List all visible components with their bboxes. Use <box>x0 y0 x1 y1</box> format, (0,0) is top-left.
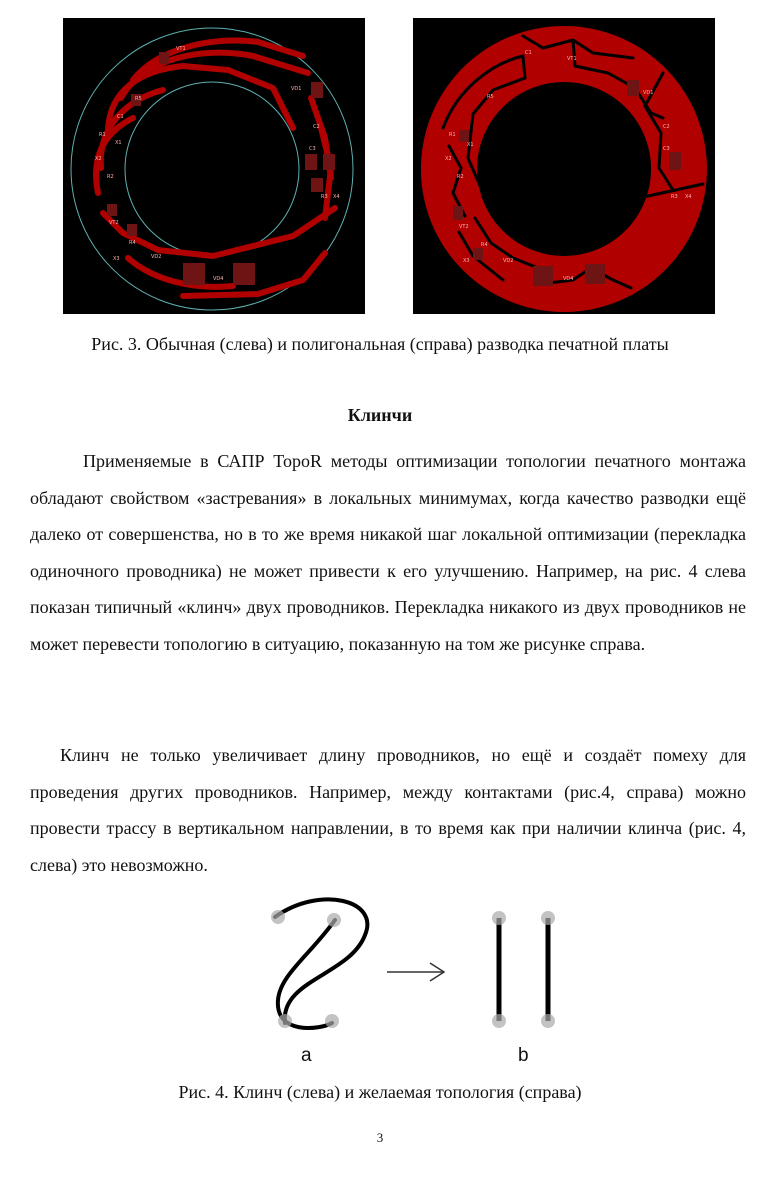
label-r1: R1 <box>99 132 106 138</box>
label-r4: R4 <box>129 240 136 246</box>
label-vd2: VD2 <box>503 258 514 264</box>
clinch-diagram <box>240 895 570 1045</box>
label-r3: R3 <box>321 194 328 200</box>
desired-topology-b <box>492 911 555 1028</box>
figure4-caption: Рис. 4. Клинч (слева) и желаемая топология (справа) <box>178 1082 582 1102</box>
wire-outer <box>275 899 367 1023</box>
label-x4: X4 <box>333 194 340 200</box>
pcb-polygonal-routing <box>413 18 715 314</box>
pad-b-bottom-right <box>541 1014 555 1028</box>
label-r5: R5 <box>135 96 142 102</box>
pad-a-top-left <box>271 910 285 924</box>
label-vt1: VT1 <box>567 56 577 62</box>
page-number: 3 <box>376 1130 384 1145</box>
copper-polygon <box>421 26 707 312</box>
label-x1: X1 <box>115 140 122 146</box>
figure3-caption: Рис. 3. Обычная (слева) и полигональная (справа) разводка печатной платы <box>91 334 669 354</box>
transform-arrow <box>387 963 444 981</box>
label-vt1: VT1 <box>176 46 186 52</box>
board-inner-edge <box>125 82 302 256</box>
label-x3: X3 <box>463 258 470 264</box>
pad-a-bottom-left <box>278 1014 292 1028</box>
pcb-polygonal-svg <box>413 18 715 314</box>
pcb-ordinary-routing <box>63 18 365 314</box>
label-r5: R5 <box>487 94 494 100</box>
label-c2: C2 <box>313 124 320 130</box>
label-r3: R3 <box>671 194 678 200</box>
label-vd1: VD1 <box>643 90 654 96</box>
figure4-label-b: b <box>518 1045 529 1066</box>
label-vd4: VD4 <box>213 276 224 282</box>
label-vd2: VD2 <box>151 254 162 260</box>
figure4-label-a: a <box>301 1045 312 1066</box>
pad-b-top-right <box>541 911 555 925</box>
label-c3: C3 <box>663 146 670 152</box>
label-c1: C1 <box>525 50 532 56</box>
label-r2: R2 <box>107 174 114 180</box>
label-r4: R4 <box>481 242 488 248</box>
paragraph-1: Применяемые в САПР TopoR методы оптимизации топологии печатного монтажа обладают свойством «застревания» в локальных минимумах, когда качество разводки ещё далеко от совершенства, но в то же время никакой шаг локальной оптимизации (перекладка одиночного проводника) не может привести к его улучшению. Например, на рис. 4 слева показан типичный «клинч» двух проводников. Перекладка никакого из двух проводников не может перевести топологию в ситуацию, показанную на том же рисунке справа. <box>30 451 746 654</box>
section-heading: Клинчи <box>347 405 413 425</box>
label-c3: C3 <box>309 146 316 152</box>
label-x2: X2 <box>95 156 102 162</box>
label-x3: X3 <box>113 256 120 262</box>
label-r1: R1 <box>449 132 456 138</box>
label-vd1: VD1 <box>291 86 302 92</box>
pad-b-top-left <box>492 911 506 925</box>
label-c1: C1 <box>117 114 124 120</box>
paragraph-2: Клинч не только увеличивает длину проводников, но ещё и создаёт помеху для проведения других проводников. Например, между контактами (рис.4, справа) можно провести трассу в вертикальном направлении, в то время как при наличии клинча (рис. 4, слева) это невозможно. <box>30 745 746 875</box>
clinch-topology-a <box>271 899 367 1028</box>
label-c2: C2 <box>663 124 670 130</box>
label-vd4: VD4 <box>563 276 574 282</box>
label-vt2: VT2 <box>459 224 469 230</box>
label-vt2: VT2 <box>109 220 119 226</box>
pad-a-bottom-right <box>325 1014 339 1028</box>
label-x4: X4 <box>685 194 692 200</box>
pcb-ordinary-svg <box>63 18 365 314</box>
pad-a-top-right <box>327 913 341 927</box>
label-x2: X2 <box>445 156 452 162</box>
pad-b-bottom-left <box>492 1014 506 1028</box>
label-x1: X1 <box>467 142 474 148</box>
label-r2: R2 <box>457 174 464 180</box>
